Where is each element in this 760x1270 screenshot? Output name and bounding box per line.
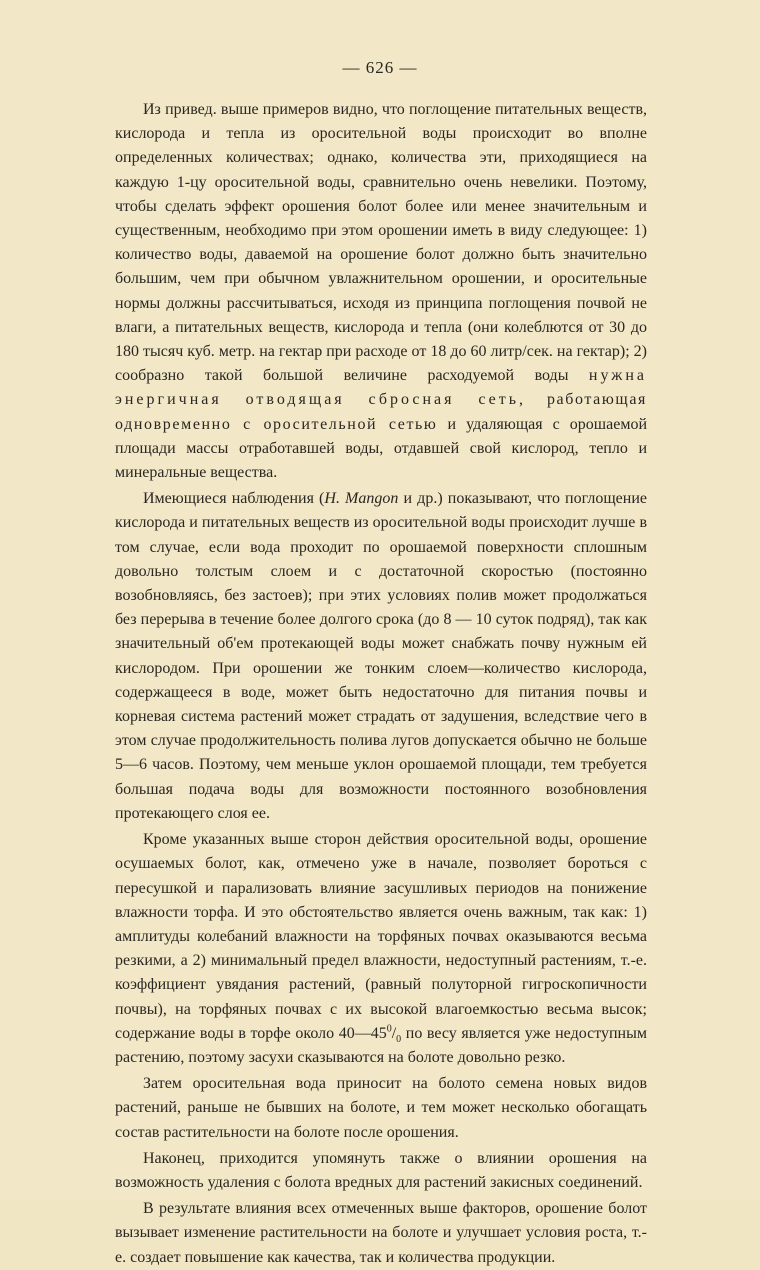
paragraph-2: [115, 487, 647, 826]
paragraph-1-text-a: Из привед. выше примеров видно, что поглощение питательных веществ, кислорода и тепла из оросительной воды происходит во вполне определенных количествах; однако, количества эти, приходящиеся на каждую 1-цу оросительной воды, сравнительно очень невелики. Поэтому, чтобы сделать эффект орошения болот более или менее значительным и существенным, необходимо при этом орошении иметь в виду следующее: 1) количество воды, даваемой на орошение болот должно быть значительно большим, чем при обычном увлажнительном орошении, и оросительные нормы должны рассчитываться, исходя из принципа поглощения почвой не влаги, а питательных веществ, кислорода и тепла (они колеблются от 30 до 180 тысяч куб. метр. на гектар при расходе от 18 до 60 литр/сек. на гектар); 2) сообразно такой большой величине расходуемой воды: [115, 101, 647, 385]
paragraph-3-text-b: по весу является уже недоступным растению, поэтому засухи сказываются на болоте довольно резко.: [115, 1024, 647, 1066]
paragraph-3-text-a: Кроме указанных выше сторон действия оросительной воды, орошение осушаемых болот, как, отмечено уже в начале, позволяет бороться с пересушкой и парализовать влияние засушливых периодов на понижение влажности торфа. И это обстоятельство является очень важным, так как: 1) амплитуды колебаний влажности на торфяных почвах оказываются весьма резкими, а 2) минимальный предел влажности, недоступный растениям, т.-е. коэффициент увядания растений, (равный полуторной гигроскопичности почвы), на торфяных почвах с их высокой влагоемкостью весьма высок; содержание воды в торфе около 40—45: [115, 831, 647, 1042]
paragraph-1-spaced-b: работающая одновременно с оросительной сетью: [115, 391, 648, 433]
paragraph-1-spaced-a: нужна энергичная отводящая сбросная сеть,: [115, 367, 647, 409]
percent-sign-bottom: 0: [396, 1033, 402, 1045]
body-text: [115, 98, 647, 1270]
paragraph-1-text-b: и удаляющая с орошаемой площади массы отработавшей воды, отдавшей свой кислород, тепло и минеральные вещества.: [115, 415, 648, 482]
paragraph-2-text-a: Имеющиеся наблюдения (: [143, 490, 325, 508]
paragraph-5-text: Наконец, приходится упомянуть также о влиянии орошения на возможность удаления с болота вредных для растений закисных соединений.: [115, 1149, 647, 1191]
paragraph-2-author: H. Mangon: [324, 490, 399, 508]
percent-sign-slash: /: [391, 1024, 397, 1042]
paragraph-6: [115, 1197, 647, 1270]
paragraph-6-text: В результате влияния всех отмеченных выше факторов, орошение болот вызывает изменение растительности на болоте и улучшает условия роста, т.-е. создает повышение как качества, так и количества продукции.: [115, 1200, 647, 1266]
paragraph-4: [115, 1072, 647, 1145]
paragraph-5: [115, 1147, 647, 1195]
paragraph-3: [115, 828, 647, 1070]
percent-sign-top: 0: [386, 1023, 392, 1035]
paragraph-4-text: Затем оросительная вода приносит на болото семена новых видов растений, раньше не бывших на болоте, и тем может несколько обогащать состав растительности на болоте после орошения.: [115, 1075, 647, 1141]
page-number: — 626 —: [342, 58, 418, 77]
paragraph-2-text-b: и др.) показывают, что поглощение кислорода и питательных веществ из оросительной воды происходит лучше в том случае, если вода проходит по орошаемой поверхности сплошным довольно толстым слоем и с достаточной скоростью (постоянно возобновляясь, без застоев); при этих условиях полив может продолжаться без перерыва в течение более долгого срока (до 8 — 10 суток подряд), так как значительный об'ем протекающей воды может снабжать почву нужным ей кислородом. При орошении же тонким слоем—количество кислорода, содержащееся в воде, может быть недостаточно для питания почвы и корневая система растений может страдать от задушения, вследствие чего в этом случае продолжительность полива лугов допускается обычно не больше 5—6 часов. Поэтому, чем меньше уклон орошаемой площади, тем требуется большая подача воды для возможности постоянного возобновления протекающего слоя ее.: [115, 490, 647, 822]
paragraph-1: [115, 98, 647, 485]
